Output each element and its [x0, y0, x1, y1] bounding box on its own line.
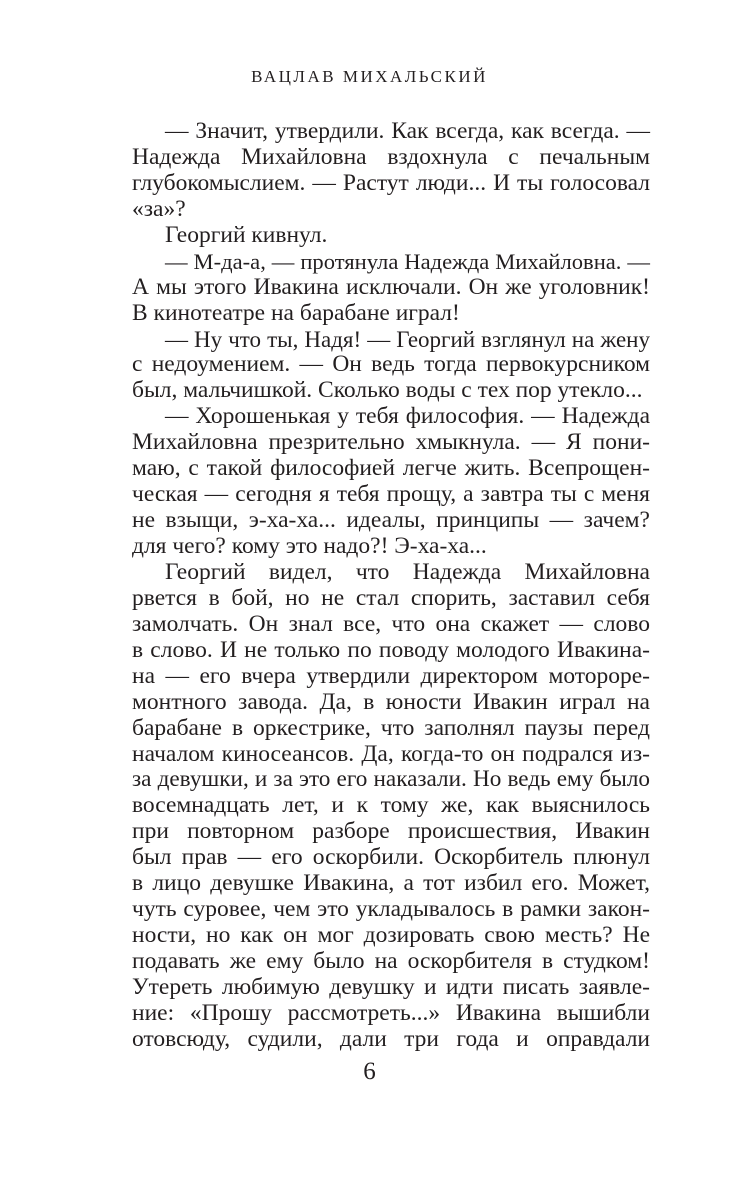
text-line: Георгий видел, что Надежда Михайловна: [165, 558, 650, 585]
text-line: на — его вчера утвердили директором мотороре-: [132, 662, 650, 689]
text-line: замолчать. Он знал все, что она скажет — слово: [132, 610, 650, 637]
text-line: ческая — сегодня я тебя прощу, а завтра ты с меня: [132, 481, 650, 508]
text-line: не взыщи, э-ха-ха... идеалы, принципы — зачем?: [132, 507, 650, 534]
text-line: подавать же ему было на оскорбителя в студком!: [132, 948, 650, 974]
text-line: маю, с такой философией легче жить. Всепрощен-: [132, 455, 650, 482]
text-line: рвется в бой, но не стал спорить, заставил себя: [132, 584, 650, 611]
text-line: — Значит, утвердили. Как всегда, как всегда. —: [165, 118, 650, 144]
text-line: в лицо девушке Ивакина, а тот избил его. Может,: [132, 870, 650, 897]
text-line: «за»?: [132, 195, 186, 222]
text-line: ности, но как он мог дозировать свою месть? Не: [132, 922, 650, 949]
running-head: ВАЦЛАВ МИХАЛЬСКИЙ: [251, 67, 488, 86]
text-line: при повторном разборе происшествия, Ивакин: [132, 818, 650, 845]
text-line: барабане в оркестрике, что заполнял паузы перед: [132, 714, 650, 741]
text-line: был, мальчишкой. Сколько воды с тех пор утекло...: [132, 377, 643, 404]
text-line: А мы этого Ивакина исключали. Он же уголовник!: [132, 273, 650, 300]
text-line: был прав — его оскорбили. Оскорбитель плюнул: [132, 844, 650, 871]
text-line: началом киносеансов. Да, когда-то он подрался из-: [132, 740, 650, 767]
text-line: в слово. И не только по поводу молодого Ивакина-: [132, 636, 650, 663]
text-line: монтного завода. Да, в юности Ивакин играл на: [132, 688, 650, 715]
text-line: чуть суровее, чем это укладывалось в рамки закон-: [132, 896, 650, 923]
text-line: отовсюду, судили, дали три года и оправдали: [132, 1025, 650, 1052]
text-line: — Ну что ты, Надя! — Георгий взглянул на жену: [165, 325, 650, 352]
text-line: за девушки, и за это его наказали. Но ведь ему было: [132, 766, 650, 793]
text-line: глубокомыслием. — Растут люди... И ты голосовал: [132, 169, 650, 196]
text-line: — М-да-а, — протянула Надежда Михайловна. —: [165, 248, 650, 274]
text-line: Надежда Михайловна вздохнула с печальным: [132, 143, 650, 170]
text-line: с недоумением. — Он ведь тогда первокурсником: [132, 351, 650, 378]
text-line: — Хорошенькая у тебя философия. — Надежда: [165, 403, 650, 430]
text-line: восемнадцать лет, и к тому же, как выяснилось: [132, 792, 650, 819]
text-line: Утереть любимую девушку и идти писать заявле-: [132, 973, 650, 1000]
text-line: Георгий кивнул.: [165, 221, 328, 248]
text-line: ние: «Прошу рассмотреть...» Ивакина вышибли: [132, 999, 650, 1026]
text-line: В кинотеатре на барабане играл!: [132, 299, 460, 326]
body-text: [132, 119, 650, 1053]
text-line: Михайловна презрительно хмыкнула. — Я пони-: [132, 429, 650, 456]
text-line: для чего? кому это надо?! Э-ха-ха...: [132, 533, 487, 559]
page-number: 6: [363, 1058, 376, 1085]
